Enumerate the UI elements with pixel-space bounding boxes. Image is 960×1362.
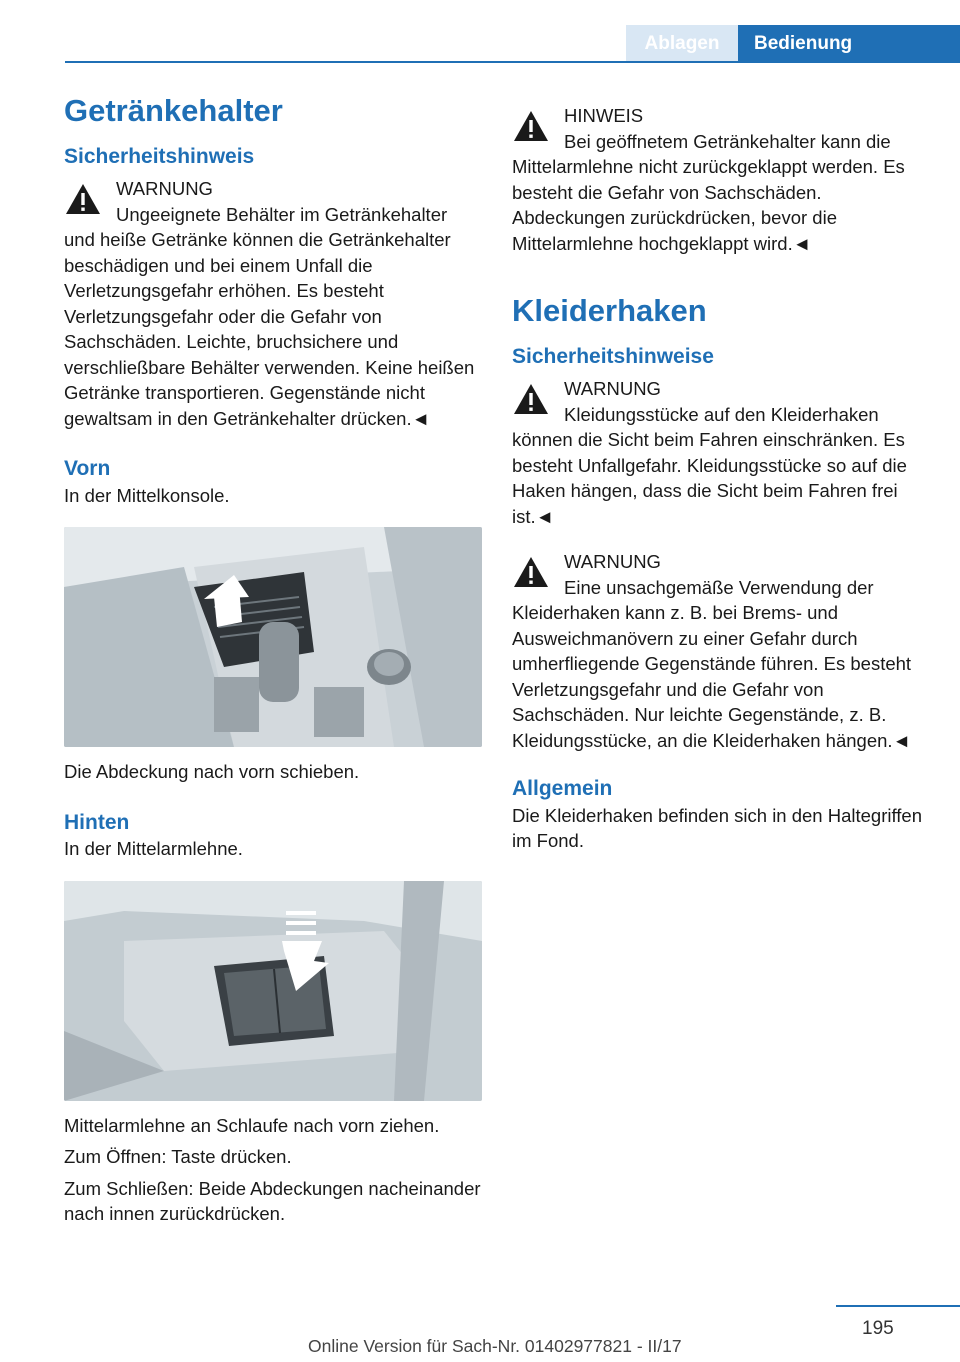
warning-triangle-icon [512,382,550,416]
tab-ablagen[interactable]: Ablagen [626,25,738,62]
warning-triangle-icon [64,182,102,216]
section-title-kleiderhaken: Kleiderhaken [512,293,707,328]
warning-lead: Ungeeignete Behälter im Getränkehalter [116,203,448,225]
hinweis-body: Mittelarmlehne nicht zurückgeklappt werden. Es besteht die Gefahr von Sachschäden. Abdeckungen zurückdrücken, bevor die Mittelarmlehne hochgeklappt wird.◄ [512,156,905,254]
hinten-caption-1: Mittelarmlehne an Schlaufe nach vorn ziehen. [64,1114,440,1136]
hinten-text: In der Mittelarmlehne. [64,838,243,860]
hinweis-label: HINWEIS [564,105,644,126]
warning-1-body: können die Sicht beim Fahren einschränken. Es besteht Unfallgefahr. Kleidungsstücke so auf die Haken hängen, dass die Sicht beim Fahren frei ist.◄ [512,429,907,527]
left-column [64,92,482,1227]
subsection-sicherheitshinweise: Sicherheitshinweise [512,345,714,369]
console-cupholder-image [64,527,482,747]
subsection-allgemein: Allgemein [512,777,613,801]
hinten-caption-3: Zum Schließen: Beide Abdeckungen nacheinander nach innen zurückdrücken. [64,1177,481,1225]
hinweis-block [512,103,930,256]
warning-2-label: WARNUNG [564,551,661,573]
subsection-sicherheitshinweis: Sicherheitshinweis [64,145,255,169]
warning-triangle-icon [512,109,550,143]
footer-rule [836,1305,960,1307]
page-number: 195 [862,1318,894,1339]
page-header [0,0,960,62]
hinweis-lead: Bei geöffnetem Getränkehalter kann die [564,130,891,152]
vorn-caption: Die Abdeckung nach vorn schieben. [64,761,360,783]
section-title-getraenkehalter: Getränkehalter [64,93,283,128]
warning-2-body: Kleiderhaken kann z. B. bei Brems- und Ausweichmanövern zu einer Gefahr durch umherfliegende Gegenstände führen. Es besteht Verletzungsgefahr und die Gefahr von Sachschäden. Nur leichte Gegenstände, z. B. Kleidungsstücke, an die Kleiderhaken hängen.◄ [512,602,912,751]
armrest-cupholder-image [64,881,482,1101]
warning-1-lead: Kleidungsstücke auf den Kleiderhaken [564,403,879,425]
hinten-caption-2: Zum Öffnen: Taste drücken. [64,1146,292,1168]
warning-label: WARNUNG [116,178,213,200]
warning-triangle-icon [512,555,550,589]
tab-bedienung[interactable]: Bedienung [738,25,960,62]
footer-version-text: Online Version für Sach-Nr. 01402977821 - II/17 [308,1336,682,1356]
warning-block-1 [512,376,930,529]
header-rule [65,61,960,63]
right-column [512,103,930,854]
warning-block [64,176,482,431]
allgemein-text: Die Kleiderhaken befinden sich in den Haltegriffen im Fond. [512,804,923,852]
subsection-vorn: Vorn [64,457,111,481]
warning-block-2 [512,549,930,753]
vorn-text: In der Mittelkonsole. [64,484,230,506]
warning-2-lead: Eine unsachgemäße Verwendung der [564,576,874,598]
warning-body: und heiße Getränke können die Getränkehalter beschädigen und bei einem Unfall die Verletzungsgefahr erhöhen. Es besteht Verletzungsgefahr oder die Gefahr von Sachschäden. Leichte, bruchsichere und verschließbare Behälter verwenden. Keine heißen Getränke transportieren. Gegenstände nicht gewaltsam in den Getränkehalter drücken.◄ [64,229,475,429]
subsection-hinten: Hinten [64,810,130,834]
warning-1-label: WARNUNG [564,378,661,400]
